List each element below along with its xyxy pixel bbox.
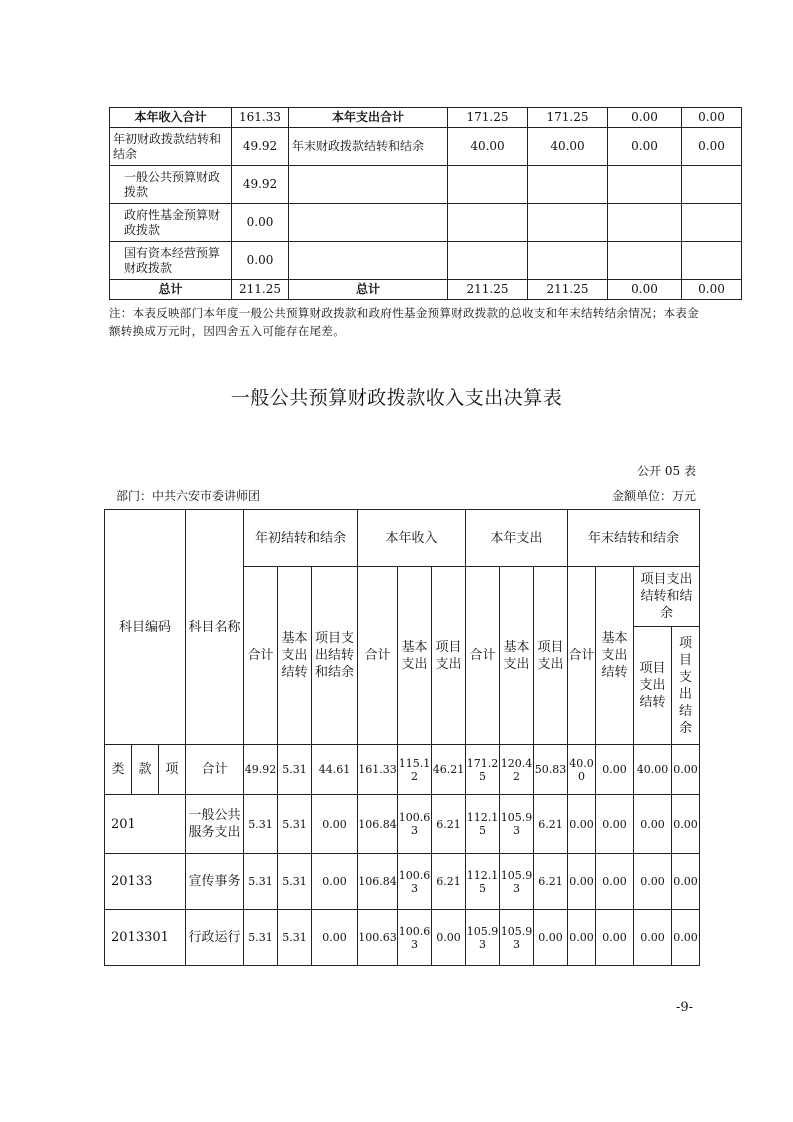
value-cell: 0.00 xyxy=(568,795,596,854)
summary-income-value: 49.92 xyxy=(232,166,289,204)
value-cell: 100.63 xyxy=(398,854,432,910)
header-current-income: 本年收入 xyxy=(358,510,466,567)
value-cell: 0.00 xyxy=(568,910,596,966)
value-cell: 5.31 xyxy=(244,854,278,910)
header-current-expenditure: 本年支出 xyxy=(466,510,568,567)
total-value-cell: 0.00 xyxy=(672,745,700,795)
table-row xyxy=(105,854,700,910)
summary-income-label: 国有资本经营预算财政拨款 xyxy=(110,242,232,280)
summary-expenditure-value: 0.00 xyxy=(682,108,742,128)
value-cell: 0.00 xyxy=(596,795,634,854)
value-cell: 0.00 xyxy=(312,795,358,854)
value-cell: 0.00 xyxy=(634,795,672,854)
summary-expenditure-value: 40.00 xyxy=(528,128,608,166)
total-value-cell: 46.21 xyxy=(432,745,466,795)
header-item: 项 xyxy=(159,745,186,795)
value-cell: 6.21 xyxy=(534,854,568,910)
summary-income-label: 年初财政拨款结转和结余 xyxy=(110,128,232,166)
value-cell: 105.93 xyxy=(466,910,500,966)
fiscal-summary-table xyxy=(109,107,742,300)
summary-expenditure-label xyxy=(289,204,448,242)
value-cell: 0.00 xyxy=(432,910,466,966)
subject-name-cell: 宣传事务 xyxy=(186,854,244,910)
value-cell: 105.93 xyxy=(500,795,534,854)
summary-expenditure-value xyxy=(528,242,608,280)
value-cell: 5.31 xyxy=(244,910,278,966)
total-value-cell: 49.92 xyxy=(244,745,278,795)
header-basic-carryover: 基本支出结转 xyxy=(278,567,312,745)
header-section: 款 xyxy=(132,745,159,795)
total-value-cell: 171.25 xyxy=(466,745,500,795)
value-cell: 0.00 xyxy=(596,854,634,910)
header-basic-expenditure: 基本支出 xyxy=(500,567,534,745)
value-cell: 100.63 xyxy=(398,795,432,854)
summary-expenditure-label: 总计 xyxy=(289,280,448,300)
table-note: 注：本表反映部门本年度一般公共预算财政拨款和政府性基金预算财政拨款的总收支和年末结转结余情况；本表金额转换成万元时，因四舍五入可能存在尾差。 xyxy=(109,306,699,338)
value-cell: 5.31 xyxy=(278,910,312,966)
value-cell: 0.00 xyxy=(596,910,634,966)
value-cell: 0.00 xyxy=(672,910,700,966)
value-cell: 0.00 xyxy=(634,910,672,966)
form-number: 公开 05 表 xyxy=(637,464,696,478)
table-row xyxy=(105,795,700,854)
summary-expenditure-value: 0.00 xyxy=(608,128,682,166)
unit-label: 金额单位：万元 xyxy=(611,489,696,503)
summary-expenditure-value: 0.00 xyxy=(608,280,682,300)
summary-income-value: 0.00 xyxy=(232,204,289,242)
header-subject-code: 科目编码 xyxy=(105,510,186,745)
summary-income-label: 本年收入合计 xyxy=(110,108,232,128)
summary-income-value: 0.00 xyxy=(232,242,289,280)
summary-expenditure-value: 171.25 xyxy=(448,108,528,128)
summary-expenditure-value xyxy=(682,204,742,242)
value-cell: 0.00 xyxy=(672,795,700,854)
summary-expenditure-value: 0.00 xyxy=(682,280,742,300)
summary-expenditure-value: 171.25 xyxy=(528,108,608,128)
summary-income-value: 161.33 xyxy=(232,108,289,128)
header-project-balance: 项目支出结转和结余 xyxy=(634,567,700,627)
summary-income-value: 211.25 xyxy=(232,280,289,300)
header-project-carryover-sub: 项目支出结转 xyxy=(634,627,672,745)
summary-expenditure-value xyxy=(528,204,608,242)
summary-expenditure-value xyxy=(448,166,528,204)
table-row xyxy=(105,910,700,966)
total-row-label: 合计 xyxy=(186,745,244,795)
total-value-cell: 40.00 xyxy=(634,745,672,795)
header-total: 合计 xyxy=(466,567,500,745)
value-cell: 105.93 xyxy=(500,854,534,910)
summary-row xyxy=(110,204,742,242)
header-project-expenditure: 项目支出 xyxy=(432,567,466,745)
header-basic-expenditure: 基本支出 xyxy=(398,567,432,745)
value-cell: 0.00 xyxy=(568,854,596,910)
summary-expenditure-value xyxy=(608,166,682,204)
value-cell: 100.63 xyxy=(398,910,432,966)
header-basic-carryover: 基本支出结转 xyxy=(596,567,634,745)
summary-row xyxy=(110,108,742,128)
value-cell: 112.15 xyxy=(466,795,500,854)
header-project-surplus-sub: 项目支出结余 xyxy=(672,627,700,745)
value-cell: 0.00 xyxy=(312,910,358,966)
value-cell: 0.00 xyxy=(634,854,672,910)
summary-expenditure-label xyxy=(289,242,448,280)
subject-name-cell: 一般公共服务支出 xyxy=(186,795,244,854)
total-value-cell: 5.31 xyxy=(278,745,312,795)
subject-code-cell: 201 xyxy=(105,795,186,854)
summary-expenditure-label xyxy=(289,166,448,204)
summary-expenditure-value: 40.00 xyxy=(448,128,528,166)
value-cell: 112.15 xyxy=(466,854,500,910)
summary-expenditure-value: 211.25 xyxy=(528,280,608,300)
header-project-carryover: 项目支出结转和结余 xyxy=(312,567,358,745)
summary-row xyxy=(110,242,742,280)
summary-expenditure-value xyxy=(448,242,528,280)
subject-name-cell: 行政运行 xyxy=(186,910,244,966)
summary-expenditure-label: 年末财政拨款结转和结余 xyxy=(289,128,448,166)
header-project-expenditure: 项目支出 xyxy=(534,567,568,745)
value-cell: 0.00 xyxy=(534,910,568,966)
summary-expenditure-value: 0.00 xyxy=(682,128,742,166)
department-label: 部门：中共六安市委讲师团 xyxy=(116,489,261,503)
budget-final-accounts-table xyxy=(104,509,700,966)
header-category: 类 xyxy=(105,745,132,795)
value-cell: 5.31 xyxy=(278,795,312,854)
total-value-cell: 115.12 xyxy=(398,745,432,795)
value-cell: 0.00 xyxy=(672,854,700,910)
summary-expenditure-value xyxy=(608,204,682,242)
value-cell: 0.00 xyxy=(312,854,358,910)
summary-expenditure-label: 本年支出合计 xyxy=(289,108,448,128)
summary-income-label: 一般公共预算财政拨款 xyxy=(110,166,232,204)
summary-expenditure-value xyxy=(682,242,742,280)
total-value-cell: 161.33 xyxy=(358,745,398,795)
page-title: 一般公共预算财政拨款收入支出决算表 xyxy=(230,387,563,409)
value-cell: 6.21 xyxy=(534,795,568,854)
value-cell: 5.31 xyxy=(244,795,278,854)
header-subject-name: 科目名称 xyxy=(186,510,244,745)
total-value-cell: 44.61 xyxy=(312,745,358,795)
total-value-cell: 50.83 xyxy=(534,745,568,795)
subject-code-cell: 20133 xyxy=(105,854,186,910)
value-cell: 106.84 xyxy=(358,795,398,854)
summary-income-label: 总计 xyxy=(110,280,232,300)
summary-row xyxy=(110,280,742,300)
value-cell: 105.93 xyxy=(500,910,534,966)
summary-expenditure-value xyxy=(608,242,682,280)
summary-expenditure-value xyxy=(528,166,608,204)
value-cell: 6.21 xyxy=(432,854,466,910)
value-cell: 100.63 xyxy=(358,910,398,966)
summary-income-value: 49.92 xyxy=(232,128,289,166)
header-total: 合计 xyxy=(568,567,596,745)
header-total: 合计 xyxy=(358,567,398,745)
summary-expenditure-value xyxy=(682,166,742,204)
subject-code-cell: 2013301 xyxy=(105,910,186,966)
summary-expenditure-value: 0.00 xyxy=(608,108,682,128)
page-number: -9- xyxy=(675,1000,693,1015)
header-opening-balance: 年初结转和结余 xyxy=(244,510,358,567)
total-value-cell: 40.00 xyxy=(568,745,596,795)
total-value-cell: 0.00 xyxy=(596,745,634,795)
summary-row xyxy=(110,166,742,204)
summary-expenditure-value xyxy=(448,204,528,242)
summary-expenditure-value: 211.25 xyxy=(448,280,528,300)
value-cell: 106.84 xyxy=(358,854,398,910)
summary-income-label: 政府性基金预算财政拨款 xyxy=(110,204,232,242)
header-total: 合计 xyxy=(244,567,278,745)
value-cell: 6.21 xyxy=(432,795,466,854)
total-value-cell: 120.42 xyxy=(500,745,534,795)
summary-row xyxy=(110,128,742,166)
value-cell: 5.31 xyxy=(278,854,312,910)
header-closing-balance: 年末结转和结余 xyxy=(568,510,700,567)
